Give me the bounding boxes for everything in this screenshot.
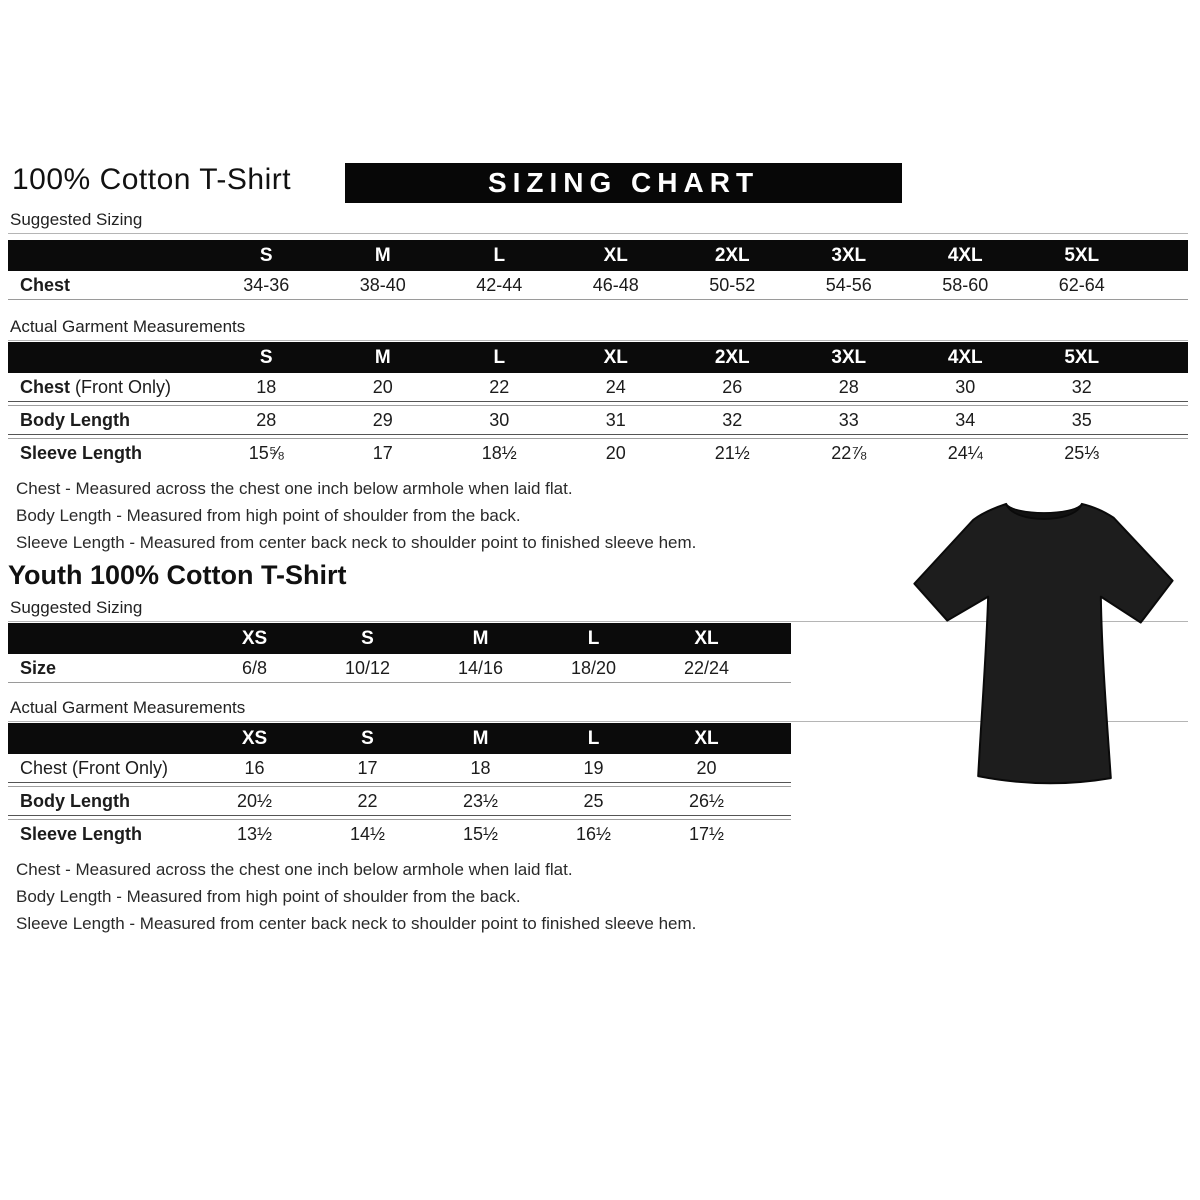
header-cell: 4XL <box>947 346 983 368</box>
value-cell: 14½ <box>349 823 386 844</box>
value-cell: 20 <box>605 442 626 463</box>
value-cell: 16 <box>244 757 265 778</box>
page-header <box>8 163 1188 209</box>
value-cell: 18 <box>256 376 277 397</box>
value-cell: 6/8 <box>241 657 268 678</box>
note-body-length: Body Length - Measured from high point of shoulder from the back. <box>16 887 521 906</box>
value-cell: 17 <box>372 442 393 463</box>
header-cell: XL <box>603 346 628 368</box>
header-cell: M <box>472 727 489 749</box>
row-label: Chest (Front Only) <box>20 376 172 397</box>
value-cell: 14/16 <box>457 657 504 678</box>
value-cell: 20 <box>372 376 393 397</box>
value-cell: 42-44 <box>476 274 523 295</box>
row-label: Chest (Front Only) <box>20 757 169 778</box>
header-cell: L <box>493 346 506 368</box>
header-cell: M <box>374 244 391 266</box>
value-cell: 19 <box>583 757 604 778</box>
value-cell: 18½ <box>481 442 517 463</box>
row-label: Body Length <box>20 790 130 811</box>
value-cell: 25 <box>583 790 604 811</box>
value-cell: 30 <box>955 376 976 397</box>
value-cell: 26 <box>722 376 743 397</box>
value-cell: 22 <box>357 790 378 811</box>
value-cell: 15⅝ <box>248 442 284 463</box>
value-cell: 62-64 <box>1058 274 1105 295</box>
value-cell: 22/24 <box>683 657 730 678</box>
value-cell: 25⅓ <box>1064 442 1100 463</box>
table-header-row <box>8 723 791 754</box>
row-label: Sleeve Length <box>20 442 143 463</box>
value-cell: 13½ <box>236 823 273 844</box>
adult-actual-measurements-label: Actual Garment Measurements <box>10 317 246 336</box>
value-cell: 17½ <box>688 823 725 844</box>
adult-actual-measurements-table <box>8 342 1188 467</box>
value-cell: 46-48 <box>592 274 639 295</box>
value-cell: 22 <box>489 376 510 397</box>
header-cell: L <box>587 627 600 649</box>
value-cell: 31 <box>605 409 626 430</box>
table-row <box>8 787 791 815</box>
value-cell: 10/12 <box>344 657 391 678</box>
header-cell: XL <box>694 727 719 749</box>
header-cell: 2XL <box>714 346 750 368</box>
value-cell: 50-52 <box>709 274 756 295</box>
note-chest: Chest - Measured across the chest one inch below armhole when laid flat. <box>16 860 573 879</box>
table-row <box>8 271 1188 299</box>
divider <box>8 233 1188 234</box>
header-cell: XS <box>241 627 268 649</box>
value-cell: 18/20 <box>570 657 617 678</box>
value-cell: 20½ <box>236 790 273 811</box>
row-label: Sleeve Length <box>20 823 143 844</box>
header-cell: 3XL <box>831 244 867 266</box>
table-row <box>8 373 1188 401</box>
value-cell: 38-40 <box>359 274 406 295</box>
header-cell: M <box>472 627 489 649</box>
note-sleeve-length: Sleeve Length - Measured from center back neck to shoulder point to finished sleeve hem. <box>16 914 697 933</box>
value-cell: 20 <box>696 757 717 778</box>
value-cell: 30 <box>489 409 510 430</box>
value-cell: 28 <box>838 376 859 397</box>
adult-suggested-sizing-label: Suggested Sizing <box>10 210 143 229</box>
youth-actual-measurements-table <box>8 723 791 848</box>
row-label: Body Length <box>20 409 130 430</box>
value-cell: 34 <box>955 409 976 430</box>
value-cell: 29 <box>372 409 393 430</box>
header-cell: XL <box>694 627 719 649</box>
value-cell: 24 <box>605 376 626 397</box>
youth-measurement-notes <box>8 856 1188 937</box>
note-sleeve-length: Sleeve Length - Measured from center back neck to shoulder point to finished sleeve hem. <box>16 533 697 552</box>
value-cell: 28 <box>256 409 277 430</box>
header-cell: S <box>259 346 273 368</box>
value-cell: 26½ <box>688 790 725 811</box>
note-chest: Chest - Measured across the chest one inch below armhole when laid flat. <box>16 479 573 498</box>
header-cell: S <box>259 244 273 266</box>
header-cell: 4XL <box>947 244 983 266</box>
black-tshirt-image <box>898 478 1190 812</box>
value-cell: 23½ <box>462 790 499 811</box>
header-cell: 5XL <box>1064 346 1100 368</box>
adult-suggested-sizing-table <box>8 240 1188 300</box>
youth-actual-measurements-label: Actual Garment Measurements <box>10 698 246 717</box>
row-label: Chest <box>20 274 71 295</box>
value-cell: 33 <box>838 409 859 430</box>
header-cell: 5XL <box>1064 244 1100 266</box>
header-cell: XL <box>603 244 628 266</box>
table-row <box>8 439 1188 467</box>
header-cell: XS <box>241 727 268 749</box>
row-label: Size <box>20 657 57 678</box>
table-header-row <box>8 240 1188 271</box>
value-cell: 16½ <box>575 823 612 844</box>
value-cell: 17 <box>357 757 378 778</box>
divider <box>8 340 1188 341</box>
youth-section-title: Youth 100% Cotton T-Shirt <box>8 560 347 590</box>
header-cell: M <box>374 346 391 368</box>
header-cell: 3XL <box>831 346 867 368</box>
table-row <box>8 654 791 682</box>
table-row <box>8 406 1188 434</box>
value-cell: 32 <box>1071 376 1092 397</box>
youth-suggested-sizing-label: Suggested Sizing <box>10 598 143 617</box>
tshirt-graphic <box>898 478 1190 812</box>
value-cell: 15½ <box>462 823 499 844</box>
value-cell: 58-60 <box>942 274 989 295</box>
header-cell: S <box>361 627 374 649</box>
header-cell: S <box>361 727 374 749</box>
table-row <box>8 754 791 782</box>
sizing-chart-banner <box>345 163 902 203</box>
value-cell: 18 <box>470 757 491 778</box>
value-cell: 34-36 <box>243 274 290 295</box>
youth-suggested-sizing-table <box>8 623 791 683</box>
value-cell: 35 <box>1071 409 1092 430</box>
table-header-row <box>8 623 791 654</box>
header-cell: L <box>587 727 600 749</box>
header-cell: L <box>493 244 506 266</box>
sizing-chart-banner-text: SIZING CHART <box>487 167 760 198</box>
note-body-length: Body Length - Measured from high point of shoulder from the back. <box>16 506 521 525</box>
table-row <box>8 820 791 848</box>
value-cell: 54-56 <box>825 274 872 295</box>
value-cell: 22⅞ <box>831 442 867 463</box>
page-title: 100% Cotton T-Shirt <box>12 163 292 196</box>
value-cell: 21½ <box>714 442 750 463</box>
table-header-row <box>8 342 1188 373</box>
value-cell: 24¼ <box>947 442 983 463</box>
header-cell: 2XL <box>714 244 750 266</box>
value-cell: 32 <box>722 409 743 430</box>
